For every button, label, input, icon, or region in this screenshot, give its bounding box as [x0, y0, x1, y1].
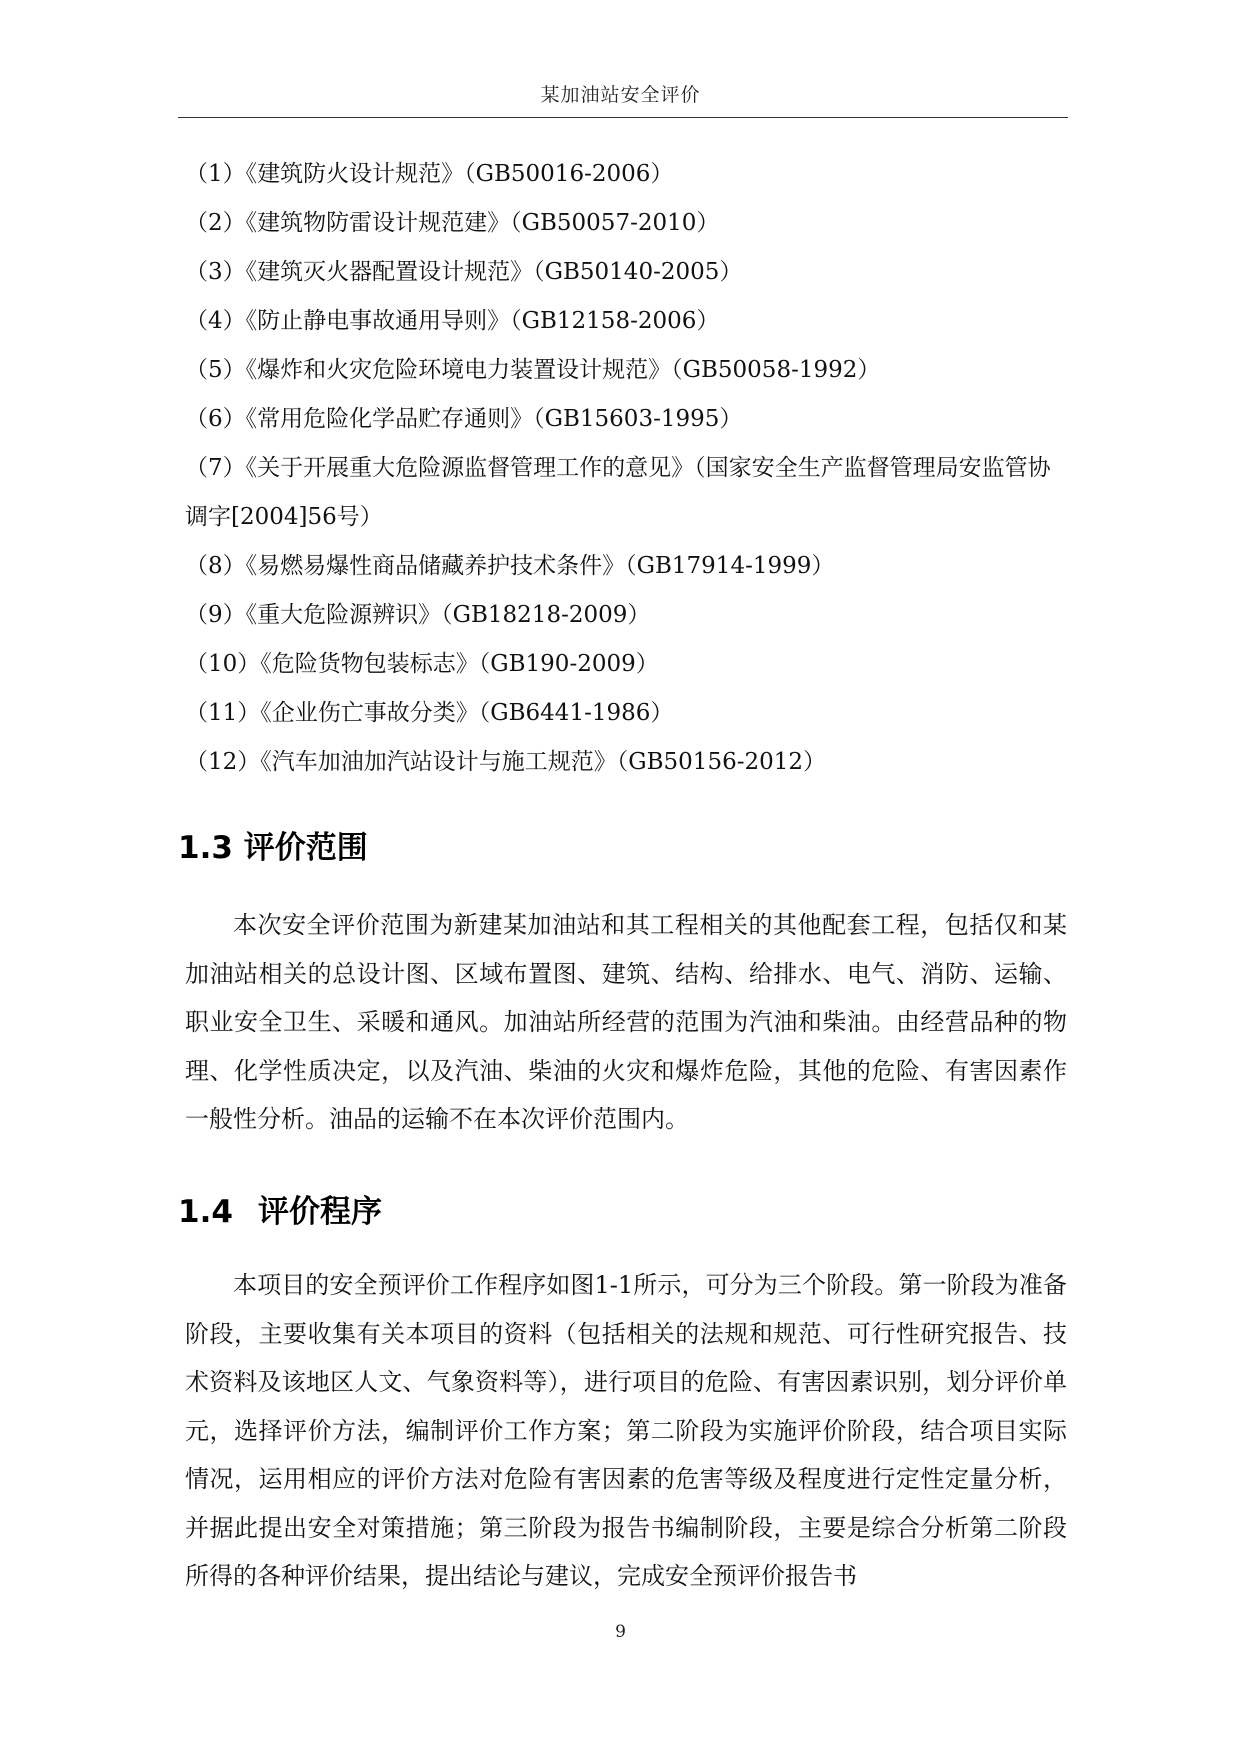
reference-item: （9）《重大危险源辨识》（GB18218-2009） [185, 602, 651, 628]
reference-item: （4）《防止静电事故通用导则》（GB12158-2006） [185, 308, 720, 334]
reference-list [185, 150, 1065, 787]
section-heading-procedure [178, 1186, 382, 1231]
reference-item: （5）《爆炸和火灾危险环境电力装置设计规范》（GB50058-1992） [185, 357, 881, 383]
header-rule [178, 117, 1068, 118]
section-heading-scope: 1.3 评价范围 [178, 830, 368, 866]
reference-item: （8）《易燃易爆性商品储藏养护技术条件》（GB17914-1999） [185, 553, 835, 579]
reference-item: （7）《关于开展重大危险源监督管理工作的意见》（国家安全生产监督管理局安监管协调字[2004]56号） [185, 455, 1051, 530]
reference-item: （11）《企业伤亡事故分类》（GB6441-1986） [185, 700, 674, 726]
section-procedure-paragraph: 本项目的安全预评价工作程序如图1-1所示，可分为三个阶段。第一阶段为准备阶段，主要收集有关本项目的资料（包括相关的法规和规范、可行性研究报告、技术资料及该地区人文、气象资料等），进行项目的危险、有害因素识别，划分评价单元，选择评价方法，编制评价工作方案；第二阶段为实施评价阶段，结合项目实际情况，运用相应的评价方法对危险有害因素的危害等级及程度进行定性定量分析，并据此提出安全对策措施；第三阶段为报告书编制阶段，主要是综合分析第二阶段所得的各种评价结果，提出结论与建议，完成安全预评价报告书 [185, 1271, 1067, 1590]
reference-item: （3）《建筑灭火器配置设计规范》（GB50140-2005） [185, 259, 743, 285]
reference-item: （6）《常用危险化学品贮存通则》（GB15603-1995） [185, 406, 743, 432]
reference-item: （10）《危险货物包装标志》（GB190-2009） [185, 651, 659, 677]
section-number: 1.4 [178, 1194, 233, 1230]
reference-item: （1）《建筑防火设计规范》（GB50016-2006） [185, 161, 674, 187]
page-header: 某加油站安全评价 [540, 84, 701, 106]
reference-item: （12）《汽车加油加汽站设计与施工规范》（GB50156-2012） [185, 749, 827, 775]
section-scope-paragraph: 本次安全评价范围为新建某加油站和其工程相关的其他配套工程，包括仅和某加油站相关的总设计图、区域布置图、建筑、结构、给排水、电气、消防、运输、职业安全卫生、采暖和通风。加油站所经营的范围为汽油和柴油。由经营品种的物理、化学性质决定，以及汽油、柴油的火灾和爆炸危险，其他的危险、有害因素作一般性分析。油品的运输不在本次评价范围内。 [185, 911, 1067, 1133]
section-title: 评价程序 [258, 1194, 382, 1230]
reference-item: （2）《建筑物防雷设计规范建》（GB50057-2010） [185, 210, 720, 236]
page-number: 9 [615, 1622, 626, 1642]
